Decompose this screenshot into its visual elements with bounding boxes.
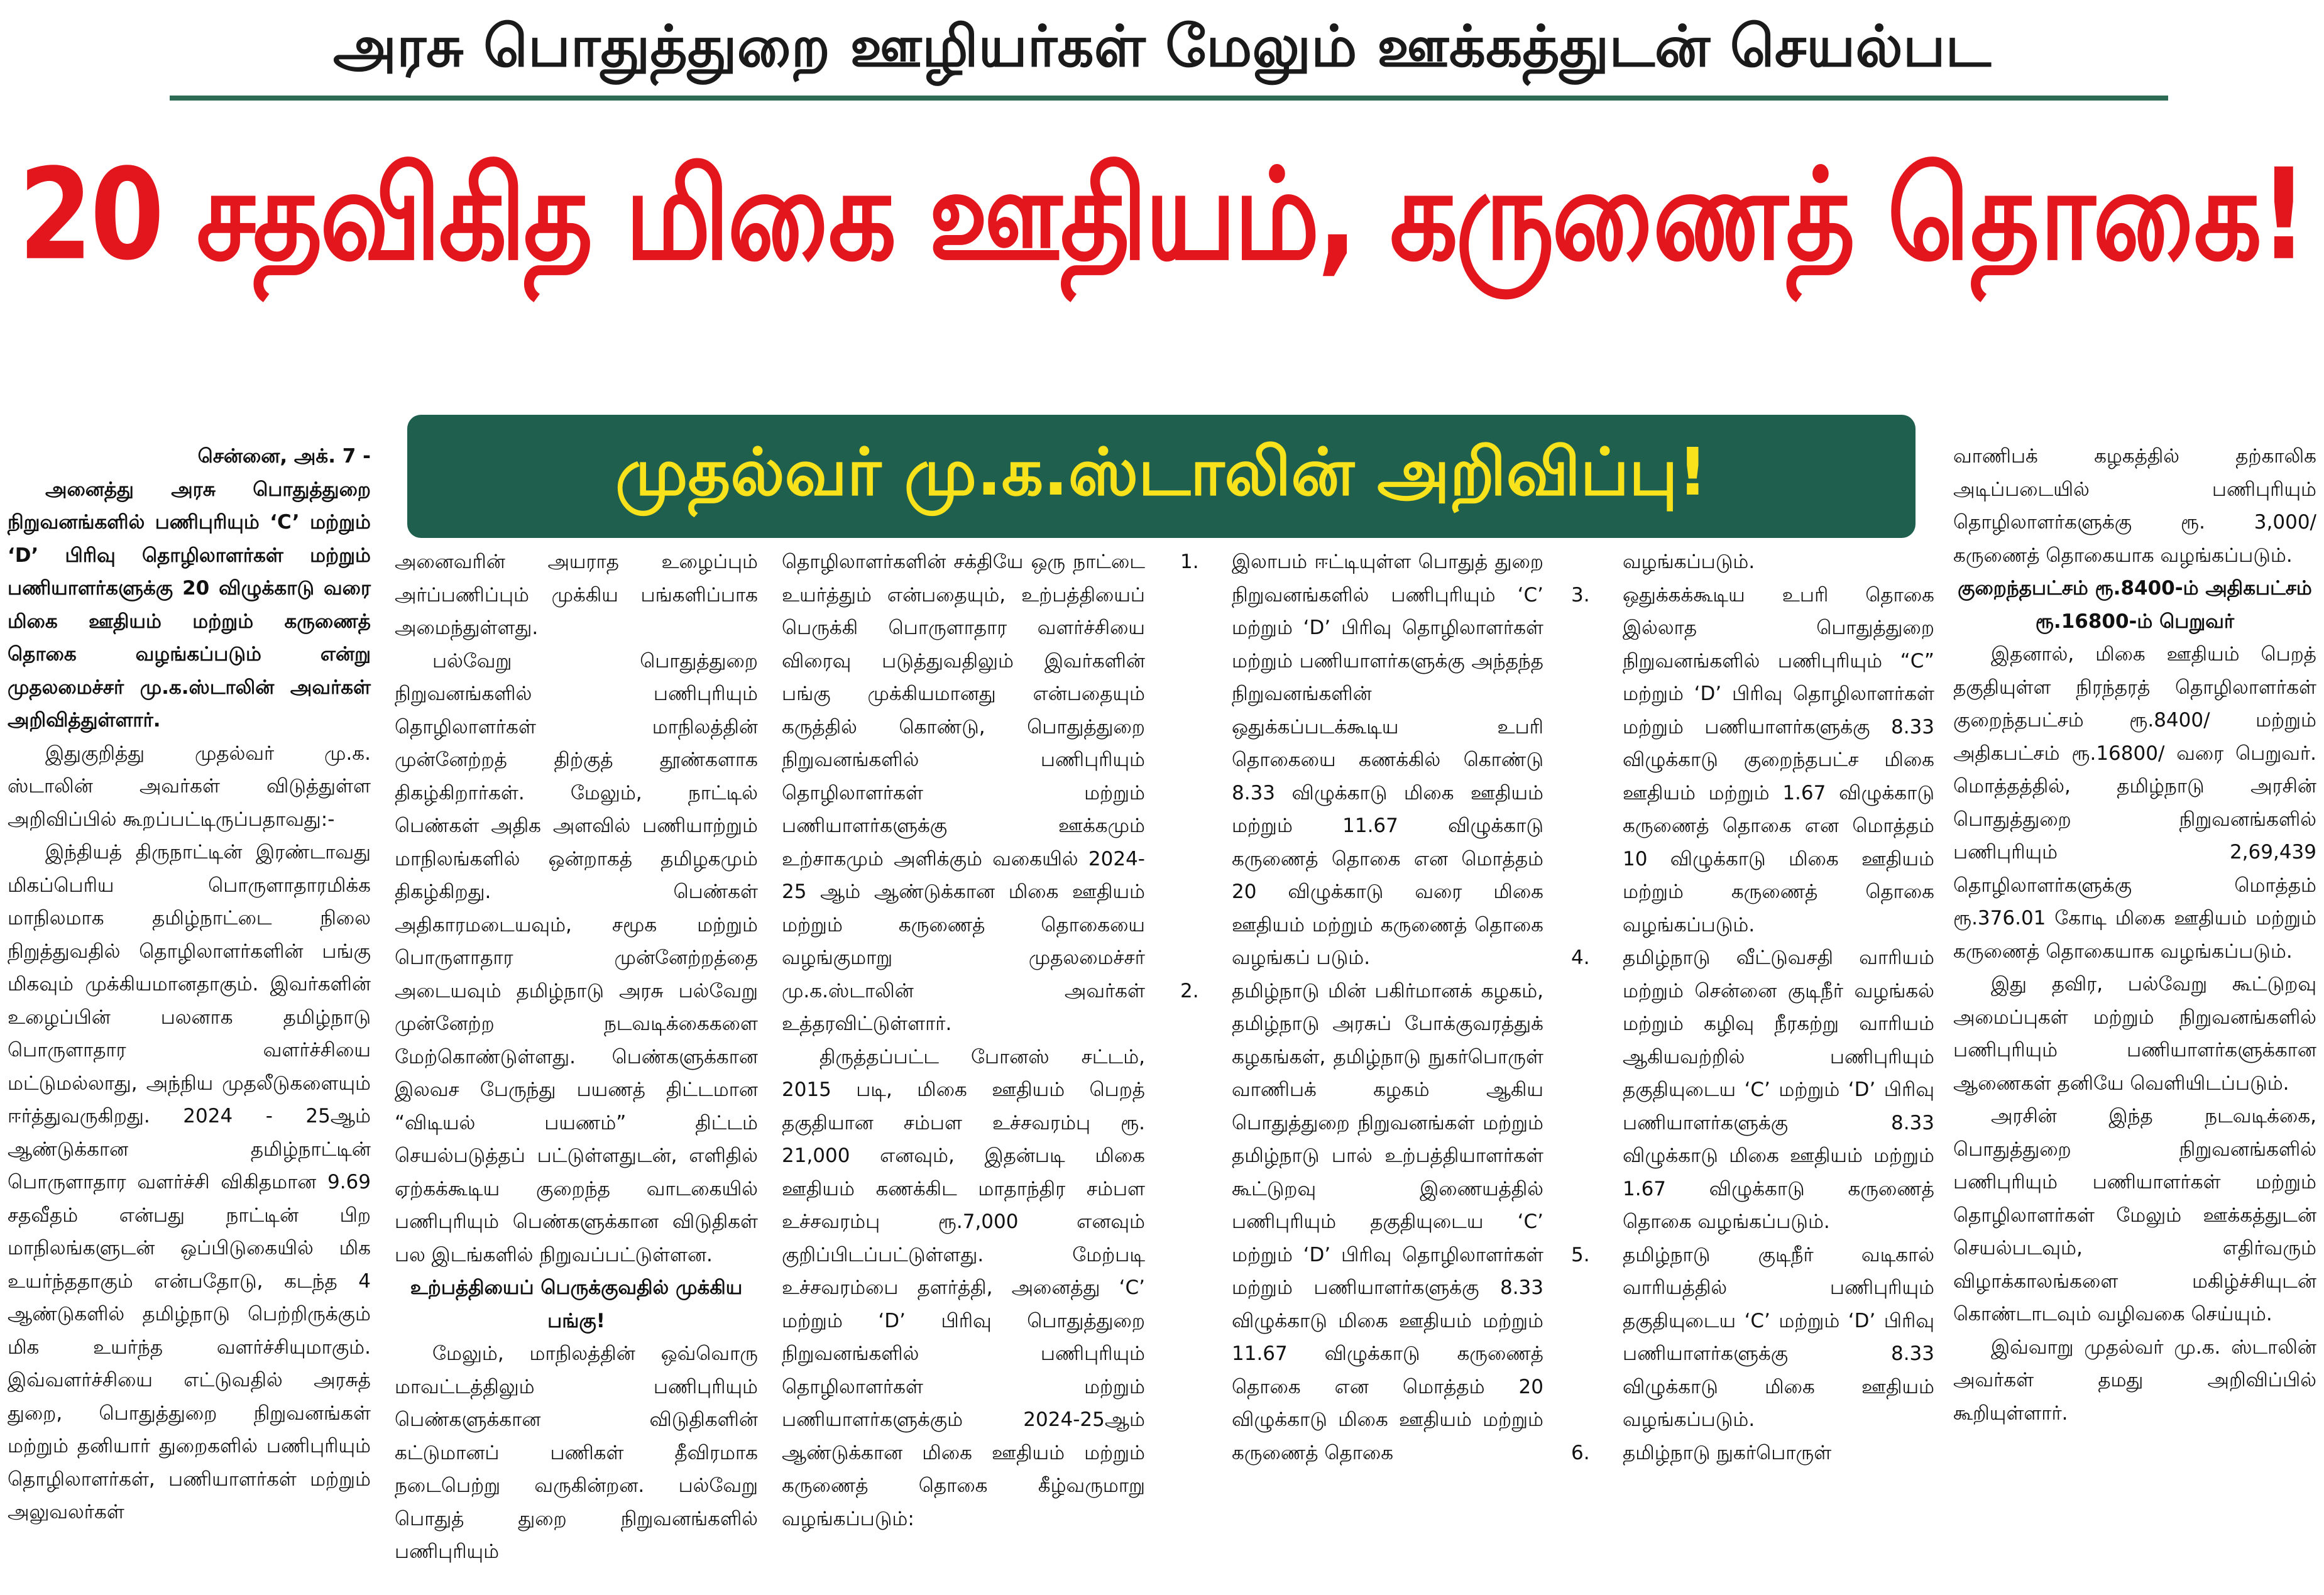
list-item — [1571, 1437, 1934, 1470]
paragraph: இதுகுறித்து முதல்வர் மு.க. ஸ்டாலின் அவர்கள் விடுத்துள்ள அறிவிப்பில் கூறப்பட்டிருப்பதாவது:- — [8, 742, 371, 831]
item-number: 4. — [1571, 946, 1590, 969]
item-number: 5. — [1571, 1243, 1590, 1266]
subheading-banner — [407, 415, 1916, 538]
paragraph: தொழிலாளர்களின் சக்தியே ஒரு நாட்டை உயர்த்தும் என்பதையும், உற்பத்தியைப் பெருக்கி பொருளாதார வளர்ச்சியை விரைவு படுத்துவதிலும் இவர்களின் பங்கு முக்கியமானது என்பதையும் கருத்தில் கொண்டு, பொதுத்துறை நிறுவனங்களில் பணிபுரியும் தொழிலாளர்கள் மற்றும் பணியாளர்களுக்கு ஊக்கமும் உற்சாகமும் அளிக்கும் வகையில் 2024-25 ஆம் ஆண்டுக்கான மிகை ஊதியம் மற்றும் கருணைத் தொகையை வழங்குமாறு முதலமைச்சர் மு.க.ஸ்டாலின் அவர்கள் உத்தரவிட்டுள்ளார். — [782, 551, 1145, 1035]
list-item — [1180, 975, 1543, 1470]
paragraph: இந்தியத் திருநாட்டின் இரண்டாவது மிகப்பெரிய பொருளாதாரமிக்க மாநிலமாக தமிழ்நாட்டை நிலை நிறுத்துவதில் தொழிலாளர்களின் பங்கு மிகவும் முக்கியமானதாகும். இவர்களின் உழைப்பின் பலனாக தமிழ்நாடு பொருளாதார வளர்ச்சியை மட்டுமல்லாது, அந்நிய முதலீடுகளையும் ஈர்த்துவருகிறது. 2024 - 25ஆம் ஆண்டுக்கான தமிழ்நாட்டின் பொருளாதார வளர்ச்சி விகிதமான 9.69 சதவீதம் என்பது நாட்டின் பிற மாநிலங்களுடன் ஒப்பிடுகையில் மிக உயர்ந்ததாகும் என்பதோடு, கடந்த 4 ஆண்டுகளில் தமிழ்நாடு பெற்றிருக்கும் மிக உயர்ந்த வளர்ச்சியுமாகும். இவ்வளர்ச்சியை எட்டுவதில் அரசுத் துறை, பொதுத்துறை நிறுவனங்கள் மற்றும் தனியார் துறைகளில் பணிபுரியும் தொழிலாளர்கள், பணியாளர்கள் மற்றும் அலுவலர்கள் — [8, 841, 371, 1523]
continued-text: வழங்கப்படும். — [1623, 551, 1755, 573]
section-subhead: உற்பத்தியைப் பெருக்குவதில் முக்கிய பங்கு! — [410, 1276, 743, 1332]
section-subhead: குறைந்தபட்சம் ரூ.8400-ம் அதிகபட்சம் ரூ.16800-ம் பெறுவர் — [1958, 577, 2312, 633]
list-item — [1571, 1239, 1934, 1437]
subheading-text: முதல்வர் மு.க.ஸ்டாலின் அறிவிப்பு! — [615, 434, 1708, 510]
list-item — [1571, 941, 1934, 1239]
benefit-list-continued — [1571, 579, 1934, 1470]
paragraph: வாணிபக் கழகத்தில் தற்காலிக அடிப்படையில் பணிபுரியும் தொழிலாளர்களுக்கு ரூ. 3,000/ கருணைத் தொகையாக வழங்கப்படும். — [1953, 445, 2316, 567]
item-text: தமிழ்நாடு வீட்டுவசதி வாரியம் மற்றும் சென்னை குடிநீர் வழங்கல் மற்றும் கழிவு நீரகற்று வாரியம் ஆகியவற்றில் பணிபுரியும் தகுதியுடைய ‘C’ மற்றும் ‘D’ பிரிவு பணியாளர்களுக்கு 8.33 விழுக்காடு மிகை ஊதியம் மற்றும் 1.67 விழுக்காடு கருணைத் தொகை வழங்கப்படும். — [1623, 946, 1934, 1233]
item-text: ஒதுக்கக்கூடிய உபரி தொகை இல்லாத பொதுத்துறை நிறுவனங்களில் பணிபுரியும் “C” மற்றும் ‘D’ பிரிவு தொழிலாளர்கள் மற்றும் பணியாளர்களுக்கு 8.33 விழுக்காடு குறைந்தபட்ச மிகை ஊதியம் மற்றும் 1.67 விழுக்காடு கருணைத் தொகை என மொத்தம் 10 விழுக்காடு மிகை ஊதியம் மற்றும் கருணைத் தொகை வழங்கப்படும். — [1623, 583, 1934, 936]
item-text: இலாபம் ஈட்டியுள்ள பொதுத் துறை நிறுவனங்களில் பணிபுரியும் ‘C’ மற்றும் ‘D’ பிரிவு தொழிலாளர்கள் மற்றும் பணியாளர்களுக்கு அந்தந்த நிறுவனங்களின் ஒதுக்கப்படக்கூடிய உபரி தொகையை கணக்கில் கொண்டு 8.33 விழுக்காடு மிகை ஊதியம் மற்றும் 11.67 விழுக்காடு கருணைத் தொகை என மொத்தம் 20 விழுக்காடு வரை மிகை ஊதியம் மற்றும் கருணைத் தொகை வழங்கப் படும். — [1232, 551, 1543, 969]
paragraph: அனைவரின் அயராத உழைப்பும் அர்ப்பணிப்பும் முக்கிய பங்களிப்பாக அமைந்துள்ளது. — [395, 551, 758, 639]
paragraph: மேலும், மாநிலத்தின் ஒவ்வொரு மாவட்டத்திலும் பணிபுரியும் பெண்களுக்கான விடுதிகளின் கட்டுமானப் பணிகள் தீவிரமாக நடைபெற்று வருகின்றன. பல்வேறு பொதுத் துறை நிறுவனங்களில் பணிபுரியும் — [395, 1342, 758, 1563]
list-item — [1571, 579, 1934, 942]
column-3 — [782, 545, 1145, 1535]
paragraph: அரசின் இந்த நடவடிக்கை, பொதுத்துறை நிறுவனங்களில் பணிபுரியும் பணியாளர்கள் மற்றும் தொழிலாளர்கள் மேலும் ஊக்கத்துடன் செயல்படவும், எதிர்வரும் விழாக்காலங்களை மகிழ்ச்சியுடன் கொண்டாடவும் வழிவகை செய்யும். — [1953, 1105, 2316, 1325]
item-number: 1. — [1180, 551, 1199, 573]
item-number: 6. — [1571, 1441, 1590, 1464]
item-number: 2. — [1180, 979, 1199, 1002]
item-text: தமிழ்நாடு மின் பகிர்மானக் கழகம், தமிழ்நாடு அரசுப் போக்குவரத்துக் கழகங்கள், தமிழ்நாடு நுகர்பொருள் வாணிபக் கழகம் ஆகிய பொதுத்துறை நிறுவனங்கள் மற்றும் தமிழ்நாடு பால் உற்பத்தியாளர்கள் கூட்டுறவு இணையத்தில் பணிபுரியும் தகுதியுடைய ‘C’ மற்றும் ‘D’ பிரிவு தொழிலாளர்கள் மற்றும் பணியாளர்களுக்கு 8.33 விழுக்காடு மிகை ஊதியம் மற்றும் 11.67 விழுக்காடு கருணைத் தொகை என மொத்தம் 20 விழுக்காடு மிகை ஊதியம் மற்றும் கருணைத் தொகை — [1232, 979, 1543, 1464]
column-2 — [395, 545, 758, 1569]
column-1 — [8, 440, 371, 1529]
dateline: சென்னை, அக். 7 - — [197, 445, 371, 468]
column-6 — [1953, 440, 2316, 1430]
paragraph: இதனால், மிகை ஊதியம் பெறத் தகுதியுள்ள நிரந்தரத் தொழிலாளர்கள் குறைந்தபட்சம் ரூ.8400/ மற்றும் அதிகபட்சம் ரூ.16800/ வரை பெறுவர். மொத்தத்தில், தமிழ்நாடு அரசின் பொதுத்துறை நிறுவனங்களில் பணிபுரியும் 2,69,439 தொழிலாளர்களுக்கு மொத்தம் ரூ.376.01 கோடி மிகை ஊதியம் மற்றும் கருணைத் தொகையாக வழங்கப்படும். — [1953, 643, 2316, 963]
divider-rule — [170, 96, 2168, 101]
main-headline: 20 சதவிகித மிகை ஊதியம், கருணைத் தொகை! — [18, 142, 2306, 289]
paragraph: திருத்தப்பட்ட போனஸ் சட்டம், 2015 படி, மிகை ஊதியம் பெறத் தகுதியான சம்பள உச்சவரம்பு ரூ. 21,000 எனவும், இதன்படி மிகை ஊதியம் கணக்கிட மாதாந்திர சம்பள உச்சவரம்பு ரூ.7,000 எனவும் குறிப்பிடப்பட்டுள்ளது. மேற்படி உச்சவரம்பை தளர்த்தி, அனைத்து ‘C’ மற்றும் ‘D’ பிரிவு பொதுத்துறை நிறுவனங்களில் பணிபுரியும் தொழிலாளர்கள் மற்றும் பணியாளர்களுக்கும் 2024-25ஆம் ஆண்டுக்கான மிகை ஊதியம் மற்றும் கருணைத் தொகை கீழ்வருமாறு வழங்கப்படும்: — [782, 1045, 1145, 1530]
paragraph: இவ்வாறு முதல்வர் மு.க. ஸ்டாலின் அவர்கள் தமது அறிவிப்பில் கூறியுள்ளார். — [1953, 1335, 2316, 1425]
item-text: தமிழ்நாடு குடிநீர் வடிகால் வாரியத்தில் பணிபுரியும் தகுதியுடைய ‘C’ மற்றும் ‘D’ பிரிவு பணியாளர்களுக்கு 8.33 விழுக்காடு மிகை ஊதியம் வழங்கப்படும். — [1623, 1243, 1934, 1431]
paragraph: பல்வேறு பொதுத்துறை நிறுவனங்களில் பணிபுரியும் தொழிலாளர்கள் மாநிலத்தின் முன்னேற்றத் திற்குத் தூண்களாக திகழ்கிறார்கள். மேலும், நாட்டில் பெண்கள் அதிக அளவில் பணியாற்றும் மாநிலங்களில் ஒன்றாகத் தமிழகமும் திகழ்கிறது. பெண்கள் அதிகாரமடையவும், சமூக மற்றும் பொருளாதார முன்னேற்றத்தை அடையவும் தமிழ்நாடு அரசு பல்வேறு முன்னேற்ற நடவடிக்கைகளை மேற்கொண்டுள்ளது. பெண்களுக்கான இலவச பேருந்து பயணத் திட்டமான “விடியல் பயணம்” திட்டம் செயல்படுத்தப் பட்டுள்ளதுடன், எளிதில் ஏற்கக்கூடிய குறைந்த வாடகையில் பணிபுரியும் பெண்களுக்கான விடுதிகள் பல இடங்களில் நிறுவப்பட்டுள்ளன. — [395, 649, 758, 1266]
kicker-headline: அரசு பொதுத்துறை ஊழியர்கள் மேலும் ஊக்கத்துடன் செயல்பட — [332, 13, 1992, 80]
column-5 — [1571, 545, 1934, 1469]
item-text: தமிழ்நாடு நுகர்பொருள் — [1623, 1441, 1832, 1464]
item-number: 3. — [1571, 583, 1590, 606]
benefit-list — [1180, 545, 1543, 1469]
column-4 — [1180, 545, 1543, 1469]
paragraph: இது தவிர, பல்வேறு கூட்டுறவு அமைப்புகள் மற்றும் நிறுவனங்களில் பணிபுரியும் பணியாளர்களுக்கான ஆணைகள் தனியே வெளியிடப்படும். — [1953, 973, 2316, 1095]
lead-paragraph: அனைத்து அரசு பொதுத்துறை நிறுவனங்களில் பணிபுரியும் ‘C’ மற்றும் ‘D’ பிரிவு தொழிலாளர்கள் மற்றும் பணியாளர்களுக்கு 20 விழுக்காடு வரை மிகை ஊதியம் மற்றும் கருணைத் தொகை வழங்கப்படும் என்று முதலமைச்சர் மு.க.ஸ்டாலின் அவர்கள் அறிவித்துள்ளார். — [8, 478, 371, 732]
list-item — [1180, 545, 1543, 975]
